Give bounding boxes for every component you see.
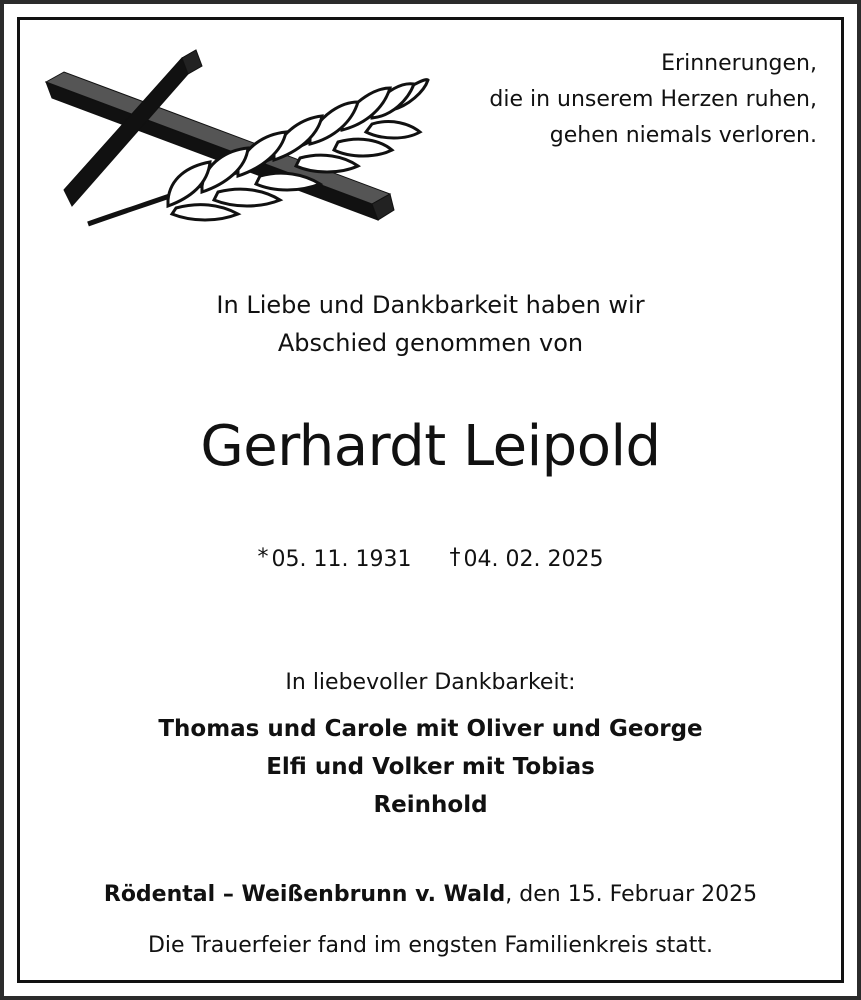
mourner-line: Thomas und Carole mit Oliver und George: [158, 716, 703, 742]
place-name: Rödental – Weißenbrunn v. Wald: [103, 882, 506, 907]
life-dates: [4, 538, 857, 580]
quote-line: Erinnerungen,: [661, 51, 817, 76]
mourner-line: Elfi und Volker mit Tobias: [266, 754, 595, 780]
death-date: 04. 02. 2025: [463, 547, 604, 572]
death-symbol: †: [449, 545, 461, 570]
quote-line: die in unserem Herzen ruhen,: [489, 87, 817, 112]
notice-date: , den 15. Februar 2025: [505, 882, 758, 907]
mourners-list: [4, 710, 857, 824]
intro-line: Abschied genommen von: [277, 329, 584, 357]
quote-line: gehen niemals verloren.: [549, 123, 817, 148]
birth-symbol: *: [257, 545, 269, 570]
obituary-notice: [4, 4, 857, 996]
intro-text: [4, 286, 857, 362]
cross-with-palm-branch-icon: [42, 44, 432, 234]
birth-date: 05. 11. 1931: [271, 547, 412, 572]
place-date-line: [4, 875, 857, 915]
mourner-line: Reinhold: [373, 792, 488, 818]
deceased-name: Gerhardt Leipold: [200, 414, 661, 479]
funeral-note: Die Trauerfeier fand im engsten Familienkreis statt.: [147, 933, 714, 958]
memorial-quote: [489, 46, 817, 154]
mourners-heading: In liebevoller Dankbarkeit:: [285, 670, 576, 695]
intro-line: In Liebe und Dankbarkeit haben wir: [216, 291, 645, 319]
